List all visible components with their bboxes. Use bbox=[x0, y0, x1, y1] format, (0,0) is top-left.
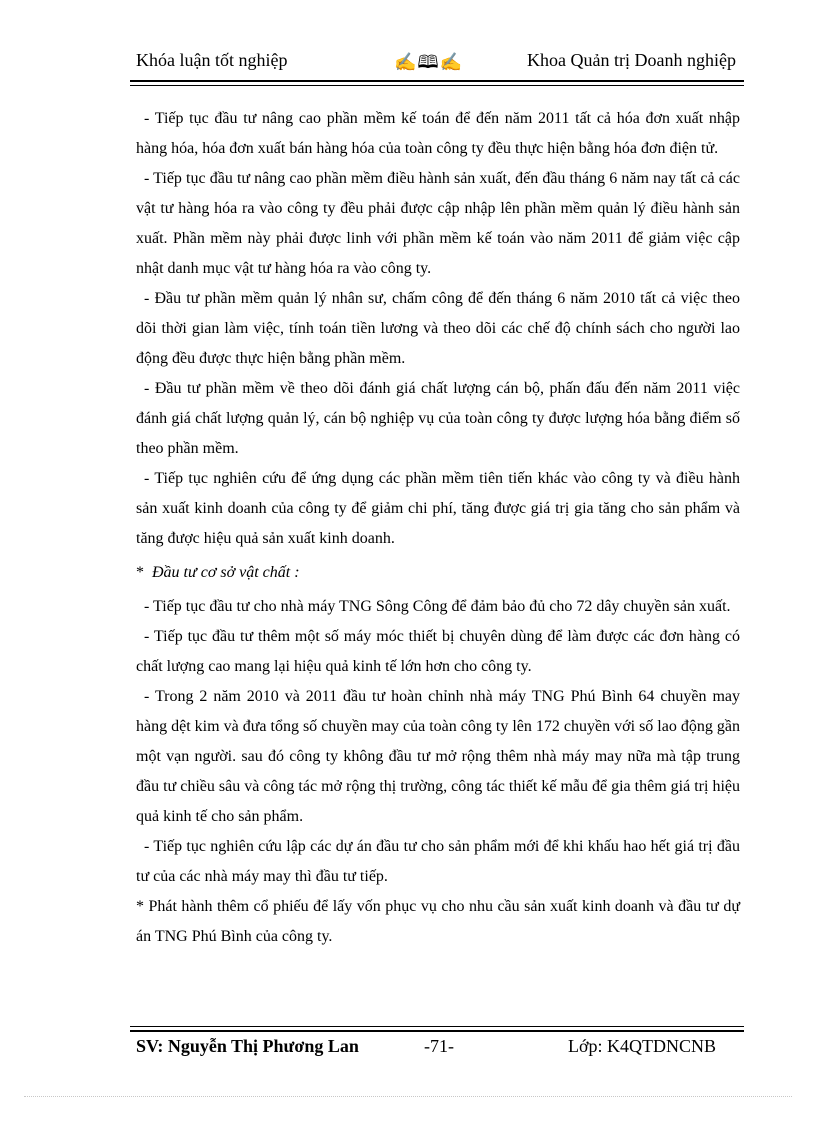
paragraph-phu-binh-plant: - Trong 2 năm 2010 và 2011 đầu tư hoàn chỉnh nhà máy TNG Phú Bình 64 chuyền may hàng dệt kim và đưa tổng số chuyền may của toàn công ty lên 172 chuyền với số lao động gần một vạn người. sau đó công ty không đầu tư mở rộng thêm nhà máy may nữa mà tập trung đầu tư chiều sâu và công tác mở rộng thị trường, công tác thiết kế mẫu để gia thêm giá trị hiệu quả kinh tế cho sản phẩm. bbox=[136, 688, 740, 825]
paragraph-share-issuance: * Phát hành thêm cổ phiếu để lấy vốn phục vụ cho nhu cầu sản xuất kinh doanh và đầu tư dự án TNG Phú Bình của công ty. bbox=[136, 898, 740, 945]
section-subtitle bbox=[136, 558, 740, 588]
page-header bbox=[136, 46, 740, 76]
paragraph-production-software: - Tiếp tục đầu tư nâng cao phần mềm điều hành sản xuất, đến đầu tháng 6 năm nay tất cả các vật tư hàng hóa ra vào công ty đều phải được cập nhập lên phần mềm quản lý điều hành sản xuất. Phần mềm này phải được linh với phần mềm kế toán vào năm 2011 để giảm việc cập nhật danh mục vật tư hàng hóa ra vào công ty. bbox=[136, 170, 740, 277]
page-number: -71- bbox=[424, 1036, 454, 1056]
footer-student: SV: Nguyễn Thị Phương Lan bbox=[136, 1036, 359, 1056]
paragraph-equipment: - Tiếp tục đầu tư thêm một số máy móc thiết bị chuyên dùng để làm được các đơn hàng có chất lượng cao mang lại hiệu quả kinh tế lớn hơn cho công ty. bbox=[136, 628, 740, 675]
paragraph-song-cong-plant: - Tiếp tục đầu tư cho nhà máy TNG Sông Công để đảm bảo đủ cho 72 dây chuyền sản xuất. bbox=[144, 598, 731, 615]
paragraph-accounting-software: - Tiếp tục đầu tư nâng cao phần mềm kế toán để đến năm 2011 tất cả hóa đơn xuất nhập hàng hóa, hóa đơn xuất bán hàng hóa của toàn công ty đều thực hiện bằng hóa đơn điện tử. bbox=[136, 110, 740, 157]
header-rule-thin bbox=[130, 85, 744, 86]
paragraph-new-projects: - Tiếp tục nghiên cứu lập các dự án đầu tư cho sản phẩm mới để khi khấu hao hết giá trị đầu tư của các nhà máy may thì đầu tư tiếp. bbox=[136, 838, 740, 885]
paragraph-advanced-software: - Tiếp tục nghiên cứu để ứng dụng các phần mềm tiên tiến khác vào công ty và điều hành sản xuất kinh doanh của công ty để giảm chi phí, tăng được giá trị gia tăng cho sản phẩm và tăng được hiệu quả sản xuất kinh doanh. bbox=[136, 470, 740, 547]
footer-rule bbox=[130, 1030, 744, 1032]
subtitle-star: * bbox=[136, 564, 144, 581]
page-footer bbox=[136, 1034, 740, 1064]
footer-class: Lớp: K4QTDNCNB bbox=[567, 1036, 716, 1056]
header-rule bbox=[130, 80, 744, 82]
footer-rule-thin bbox=[130, 1026, 744, 1027]
header-thesis-title: Khóa luận tốt nghiệp bbox=[136, 50, 288, 70]
paragraph-staff-evaluation: - Đầu tư phần mềm về theo dõi đánh giá chất lượng cán bộ, phấn đấu đến năm 2011 việc đánh giá chất lượng quản lý, cán bộ nghiệp vụ của toàn công ty được lượng hóa bằng điểm số theo phần mềm. bbox=[136, 380, 740, 457]
header-ornament-icon: ✍🕮✍ bbox=[394, 52, 464, 72]
subtitle-text: Đầu tư cơ sở vật chất : bbox=[152, 564, 300, 581]
header-faculty: Khoa Quản trị Doanh nghiệp bbox=[527, 50, 736, 70]
page-content bbox=[136, 104, 740, 952]
page-bottom-border bbox=[24, 1096, 792, 1097]
paragraph-hr-software: - Đầu tư phần mềm quản lý nhân sư, chấm công để đến tháng 6 năm 2010 tất cả việc theo dõi thời gian làm việc, tính toán tiền lương và theo dõi các chế độ chính sách cho người lao động đều được thực hiện bằng phần mềm. bbox=[136, 290, 740, 367]
